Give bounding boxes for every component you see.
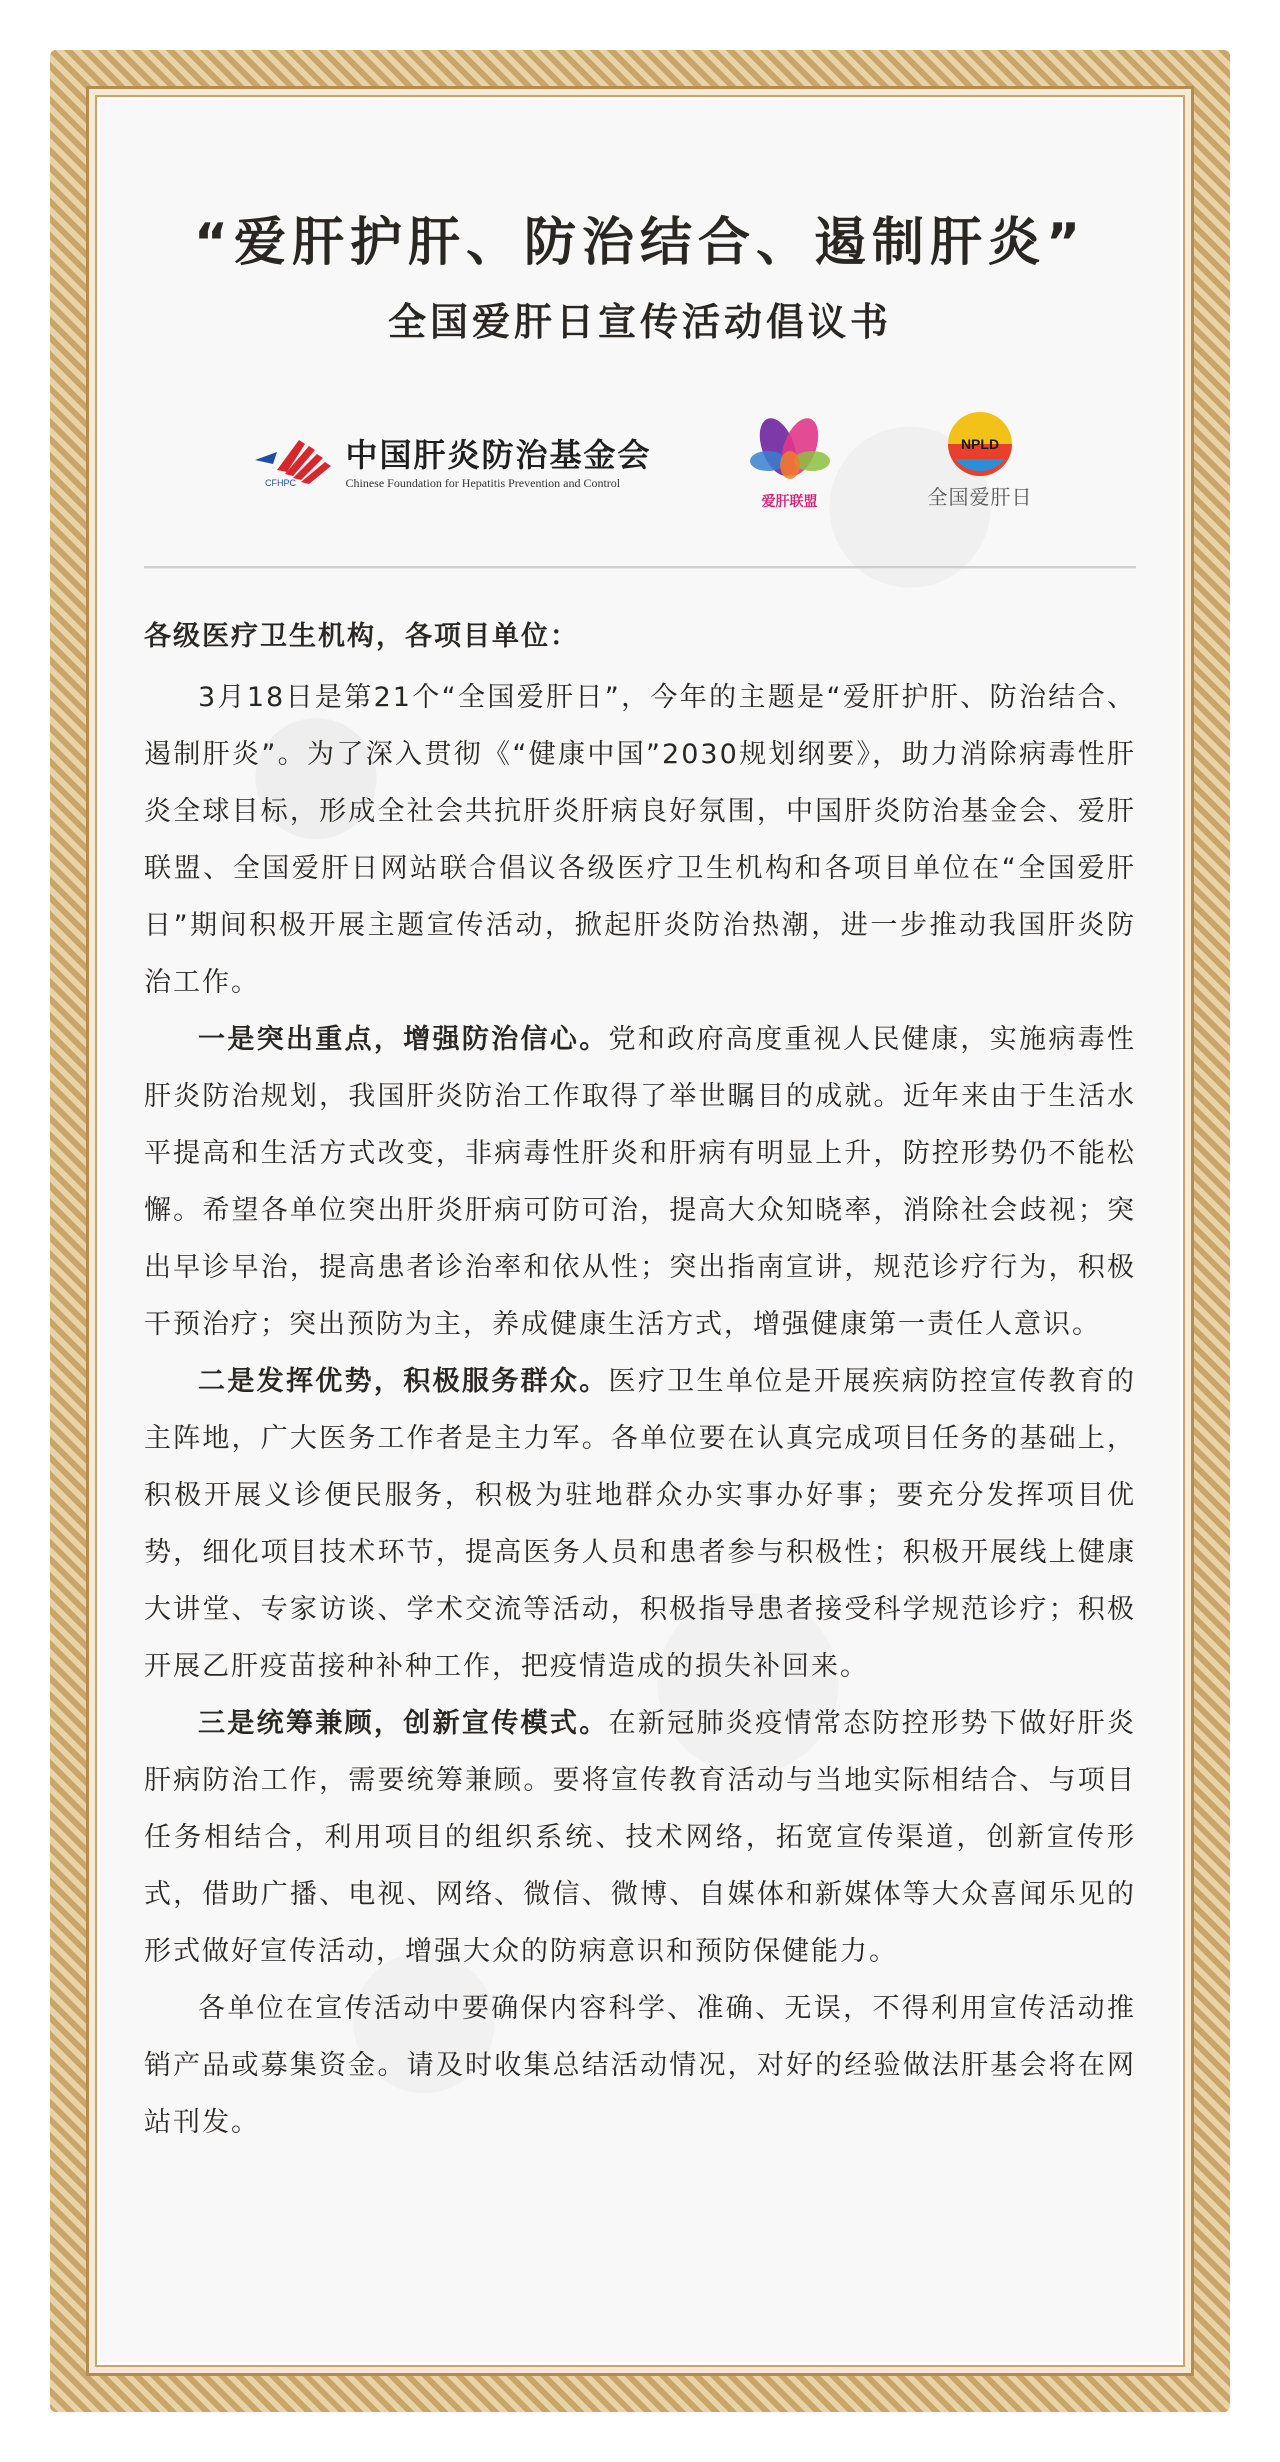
svg-text:NPLD: NPLD: [960, 435, 1000, 452]
page-title: “爱肝护肝、防治结合、遏制肝炎”: [193, 213, 1087, 273]
point-heading: 二是发挥优势，积极服务群众。: [198, 1366, 609, 1397]
page-subtitle: 全国爱肝日宣传活动倡议书: [387, 300, 892, 344]
logo-row: [144, 390, 1136, 530]
section-divider: [144, 566, 1136, 569]
alliance-name: 爱肝联盟: [761, 494, 818, 510]
foundation-name-zh: 中国肝炎防治基金会: [345, 435, 652, 474]
point-paragraph-2: [144, 1353, 1136, 1695]
point-paragraph-3: [144, 1695, 1136, 1980]
npld-logo: [928, 411, 1033, 510]
intro-paragraph: 3月18日是第21个“全国爱肝日”，今年的主题是“爱肝护肝、防治结合、遏制肝炎”。为了深入贯彻《“健康中国”2030规划纲要》，助力消除病毒性肝炎全球目标，形成全社会共抗肝炎肝病良好氛围，中国肝炎防治基金会、爱肝联盟、全国爱肝日网站联合倡议各级医疗卫生机构和各项目单位在“全国爱肝日”期间积极开展主题宣传活动，掀起肝炎防治热潮，进一步推动我国肝炎防治工作。: [144, 682, 1136, 998]
salutation: 各级医疗卫生机构，各项目单位：: [144, 621, 579, 652]
point-body: 在新冠肺炎疫情常态防控形势下做好肝炎肝病防治工作，需要统筹兼顾。要将宣传教育活动与当地实际相结合、与项目任务相结合，利用项目的组织系统、技术网络，拓宽宣传渠道，创新宣传形式，借助广播、电视、网络、微信、微博、自媒体和新媒体等大众喜闻乐见的形式做好宣传活动，增强大众的防病意识和预防保健能力。: [144, 1708, 1136, 1967]
alliance-flower-icon: [742, 409, 838, 489]
foundation-name-en: Chinese Foundation for Hepatitis Prevention and Control: [345, 475, 621, 490]
npld-badge-icon: [947, 411, 1013, 477]
point-heading: 三是统筹兼顾，创新宣传模式。: [198, 1708, 609, 1739]
point-body: 党和政府高度重视人民健康，实施病毒性肝炎防治规划，我国肝炎防治工作取得了举世瞩目的成就。近年来由于生活水平提高和生活方式改变，非病毒性肝炎和肝病有明显上升，防控形势仍不能松懈。希望各单位突出肝炎肝病可防可治，提高大众知晓率，消除社会歧视；突出早诊早治，提高患者诊治率和依从性；突出指南宣讲，规范诊疗行为，积极干预治疗；突出预防为主，养成健康生活方式，增强健康第一责任人意识。: [144, 1024, 1136, 1340]
foundation-logo: [247, 430, 651, 491]
point-body: 医疗卫生单位是开展疾病防控宣传教育的主阵地，广大医务工作者是主力军。各单位要在认真完成项目任务的基础上，积极开展义诊便民服务，积极为驻地群众办实事办好事；要充分发挥项目优势，细化项目技术环节，提高医务人员和患者参与积极性；积极开展线上健康大讲堂、专家访谈、学术交流等活动，积极指导患者接受科学规范诊疗；积极开展乙肝疫苗接种补种工作，把疫情造成的损失补回来。: [144, 1366, 1136, 1682]
point-heading: 一是突出重点，增强防治信心。: [198, 1024, 609, 1055]
svg-text:CFHPC: CFHPC: [265, 478, 297, 488]
point-paragraph-1: [144, 1011, 1136, 1353]
npld-name: 全国爱肝日: [927, 484, 1033, 509]
foundation-hand-icon: [247, 430, 337, 490]
closing-paragraph: 各单位在宣传活动中要确保内容科学、准确、无误，不得利用宣传活动推销产品或募集资金。请及时收集总结活动情况，对好的经验做法肝基会将在网站刊发。: [144, 1993, 1136, 2138]
document-content: [144, 200, 1136, 2151]
alliance-logo: [742, 409, 838, 511]
